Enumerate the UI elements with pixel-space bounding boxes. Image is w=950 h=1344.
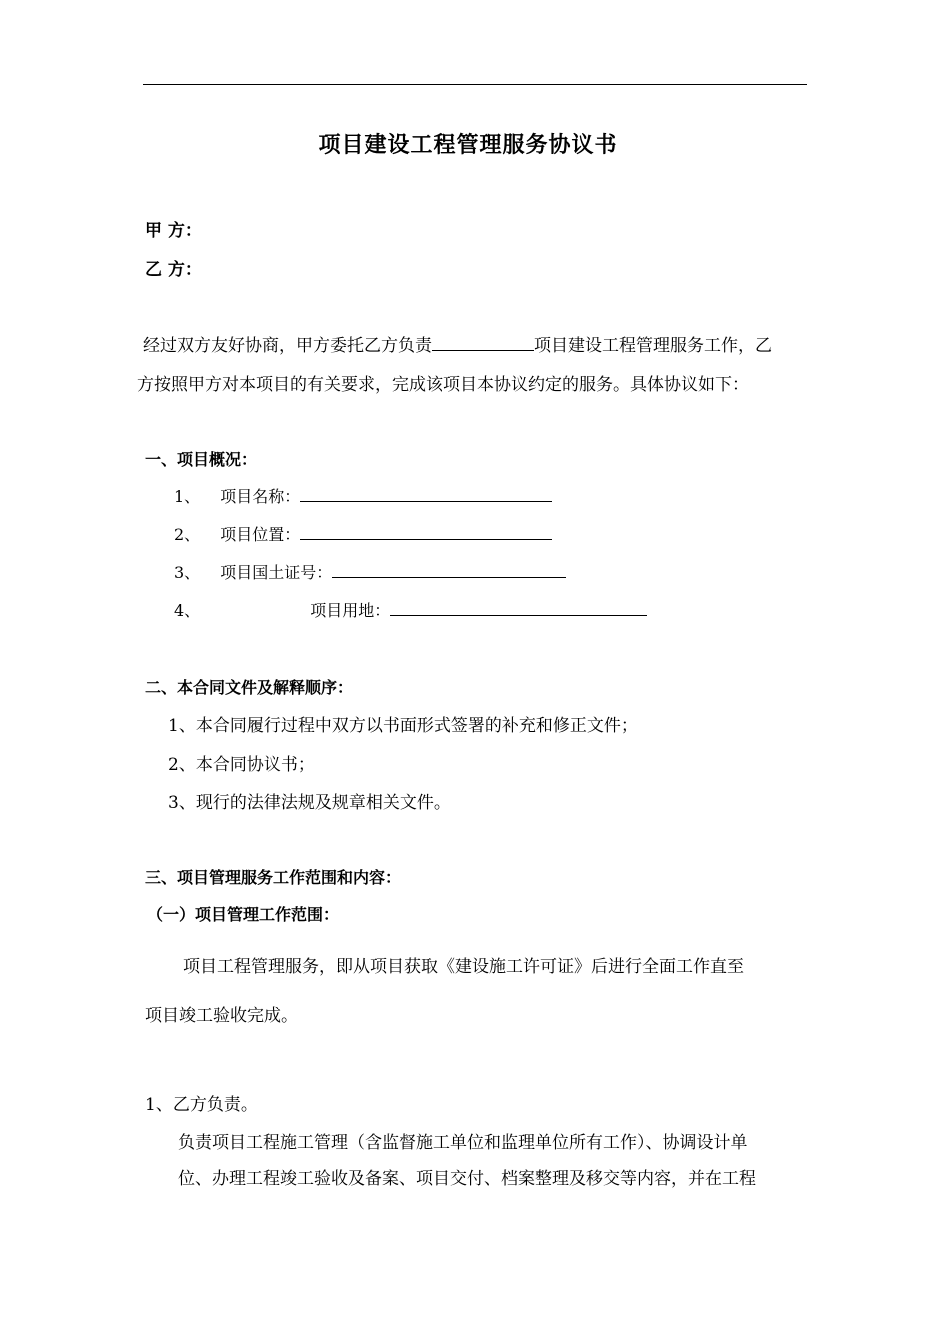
project-location-label: 项目位置：: [220, 525, 301, 544]
section3-heading: 三、项目管理服务工作范围和内容：: [145, 868, 402, 887]
section3-subheading: （一）项目管理工作范围：: [147, 905, 340, 924]
party-a-label: 甲 方：: [145, 221, 202, 241]
party-b-label: 乙 方：: [145, 260, 202, 280]
intro-text-b: 项目建设工程管理服务工作，乙: [534, 336, 772, 356]
project-name-label: 项目名称：: [220, 487, 301, 506]
party-b-duty-line-1: 负责项目工程施工管理（含监督施工单位和监理单位所有工作）、协调设计单: [178, 1133, 748, 1153]
project-land-blank: [390, 601, 647, 616]
project-land-row: [174, 598, 647, 621]
item-number: 4、: [174, 601, 201, 620]
section2-heading: 二、本合同文件及解释顺序：: [145, 678, 354, 697]
section2-item-3: 3、现行的法律法规及规章相关文件。: [168, 793, 451, 813]
item-number: 2、: [174, 525, 201, 544]
intro-text-a: 经过双方友好协商，甲方委托乙方负责: [143, 336, 432, 356]
land-certificate-label: 项目国土证号：: [220, 563, 333, 582]
header-rule: [143, 84, 807, 85]
item-number: 1、: [174, 487, 201, 506]
section1-heading: 一、项目概况：: [145, 450, 258, 469]
scope-paragraph-line-1: 项目工程管理服务，即从项目获取《建设施工许可证》后进行全面工作直至: [183, 957, 744, 977]
scope-paragraph-line-2: 项目竣工验收完成。: [145, 1006, 298, 1026]
section2-item-2: 2、本合同协议书；: [168, 755, 315, 775]
intro-line-1: [143, 331, 772, 356]
document-title: 项目建设工程管理服务协议书: [318, 132, 618, 158]
party-b-duty-title: 1、乙方负责。: [145, 1095, 258, 1115]
section2-item-1: 1、本合同履行过程中双方以书面形式签署的补充和修正文件；: [168, 716, 638, 736]
item-number: 3、: [174, 563, 201, 582]
project-name-blank: [300, 487, 552, 502]
project-land-label: 项目用地：: [310, 601, 391, 620]
project-location-row: [174, 522, 552, 545]
intro-blank: [432, 336, 534, 351]
land-certificate-blank: [332, 563, 566, 578]
party-b-duty-line-2: 位、办理工程竣工验收及备案、项目交付、档案整理及移交等内容，并在工程: [178, 1169, 756, 1189]
land-certificate-row: [174, 560, 566, 583]
project-name-row: [174, 484, 552, 507]
project-location-blank: [300, 525, 552, 540]
intro-line-2: 方按照甲方对本项目的有关要求，完成该项目本协议约定的服务。具体协议如下：: [137, 375, 749, 395]
